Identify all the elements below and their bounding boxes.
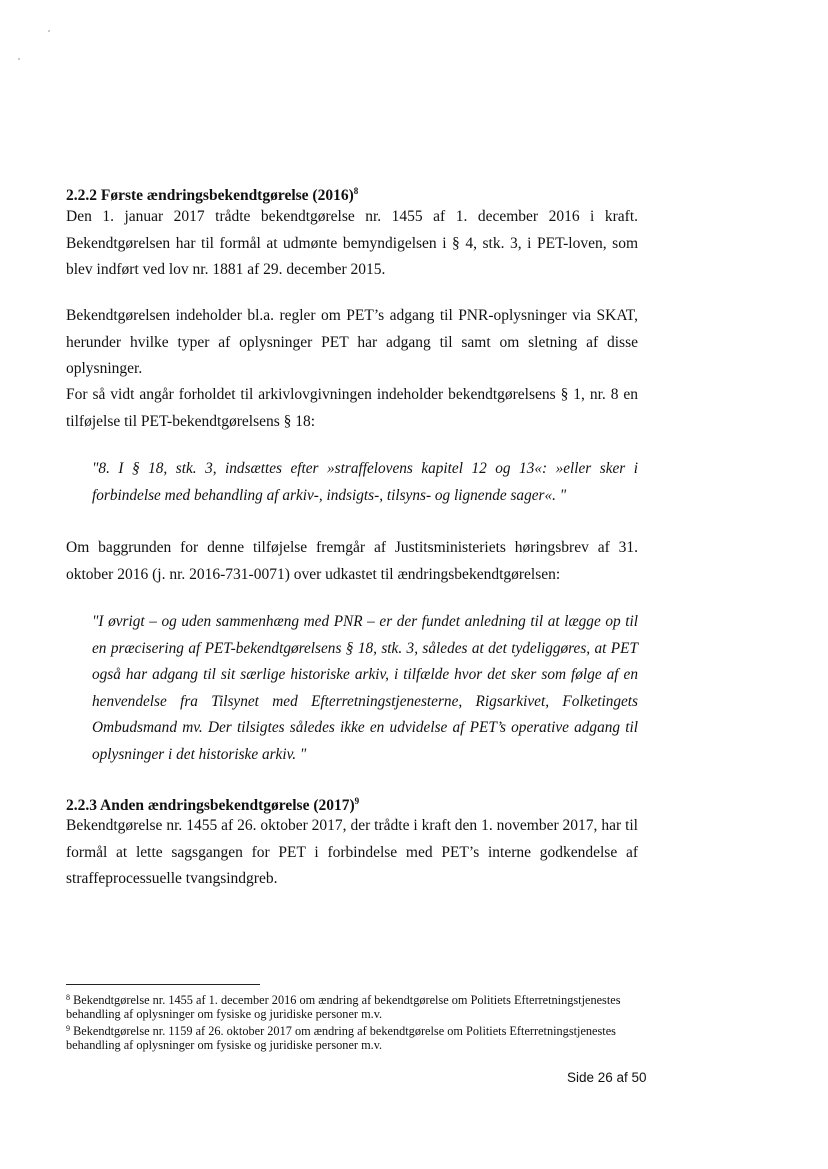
footnote-text: Bekendtgørelse nr. 1455 af 1. december 2016 om ændring af bekendtgørelse om Politiets Efterretningstjenestes behandling af oplysninger om fysiske og juridiske personer m.v. [66,993,621,1022]
quote-2: "I øvrigt – og uden sammenhæng med PNR – er der fundet anledning til at lægge op til en præcisering af PET-bekendtgørelsens § 18, stk. 3, således at det tydeliggøres, at PET også har adgang til sit særlige historiske arkiv, i tilfælde hvor det sker som følge af en henvendelse fra Tilsynet med Efterretningstjenesterne, Rigsarkivet, Folketingets Ombudsmand mv. Der tilsigtes således ikke en udvidelse af PET’s operative adgang til oplysninger i det historiske arkiv. " [92,613,638,763]
footnotes [66,991,638,1052]
footnote-8 [66,991,638,1022]
paragraph-5: Bekendtgørelse nr. 1455 af 26. oktober 2017, der trådte i kraft den 1. november 2017, har til formål at lette sagsgangen for PET i forbindelse med PET’s interne godkendelse af straffeprocessuelle tvangsindgreb. [66,817,638,887]
section-heading-text: 2.2.2 Første ændringsbekendtgørelse (2016) [66,187,354,204]
footnote-divider [66,984,260,985]
paragraph-2: Bekendtgørelsen indeholder bl.a. regler om PET’s adgang til PNR-oplysninger via SKAT, herunder hvilke typer af oplysninger PET har adgang til samt om sletning af disse oplysninger. [66,307,638,377]
footnote-ref-8: 8 [353,186,359,196]
quote-1: "8. I § 18, stk. 3, indsættes efter »straffelovens kapitel 12 og 13«: »eller sker i forbindelse med behandling af arkiv-, indsigts-, tilsyns- og lignende sager«. " [92,460,638,504]
page-number: Side 26 af 50 [567,1070,647,1085]
footnote-number: 9 [66,1023,70,1033]
scan-speck [18,58,20,60]
footnote-text: Bekendtgørelse nr. 1159 af 26. oktober 2017 om ændring af bekendtgørelse om Politiets Efterretningstjenestes behandling af oplysninger om fysiske og juridiske personer m.v. [66,1023,616,1052]
footnote-number: 8 [66,993,70,1002]
scan-speck [48,30,50,32]
footnote-ref-9: 9 [354,796,360,806]
section-heading-2-2-2 [66,181,358,206]
paragraph-1: Den 1. januar 2017 trådte bekendtgørelse nr. 1455 af 1. december 2016 i kraft. Bekendtgørelsen har til formål at udmønte bemyndigelsen i § 4, stk. 3, i PET-loven, som blev indført ved lov nr. 1881 af 29. december 2015. [66,208,638,278]
section-heading-text: 2.2.3 Anden ændringsbekendtgørelse (2017) [66,797,355,814]
paragraph-4: Om baggrunden for denne tilføjelse fremgår af Justitsministeriets høringsbrev af 31. oktober 2016 (j. nr. 2016-731-0071) over udkastet til ændringsbekendtgørelsen: [66,539,638,583]
footnote-9 [66,1022,638,1053]
paragraph-3: For så vidt angår forholdet til arkivlovgivningen indeholder bekendtgørelsens § 1, nr. 8 en tilføjelse til PET-bekendtgørelsens § 18: [66,386,638,430]
